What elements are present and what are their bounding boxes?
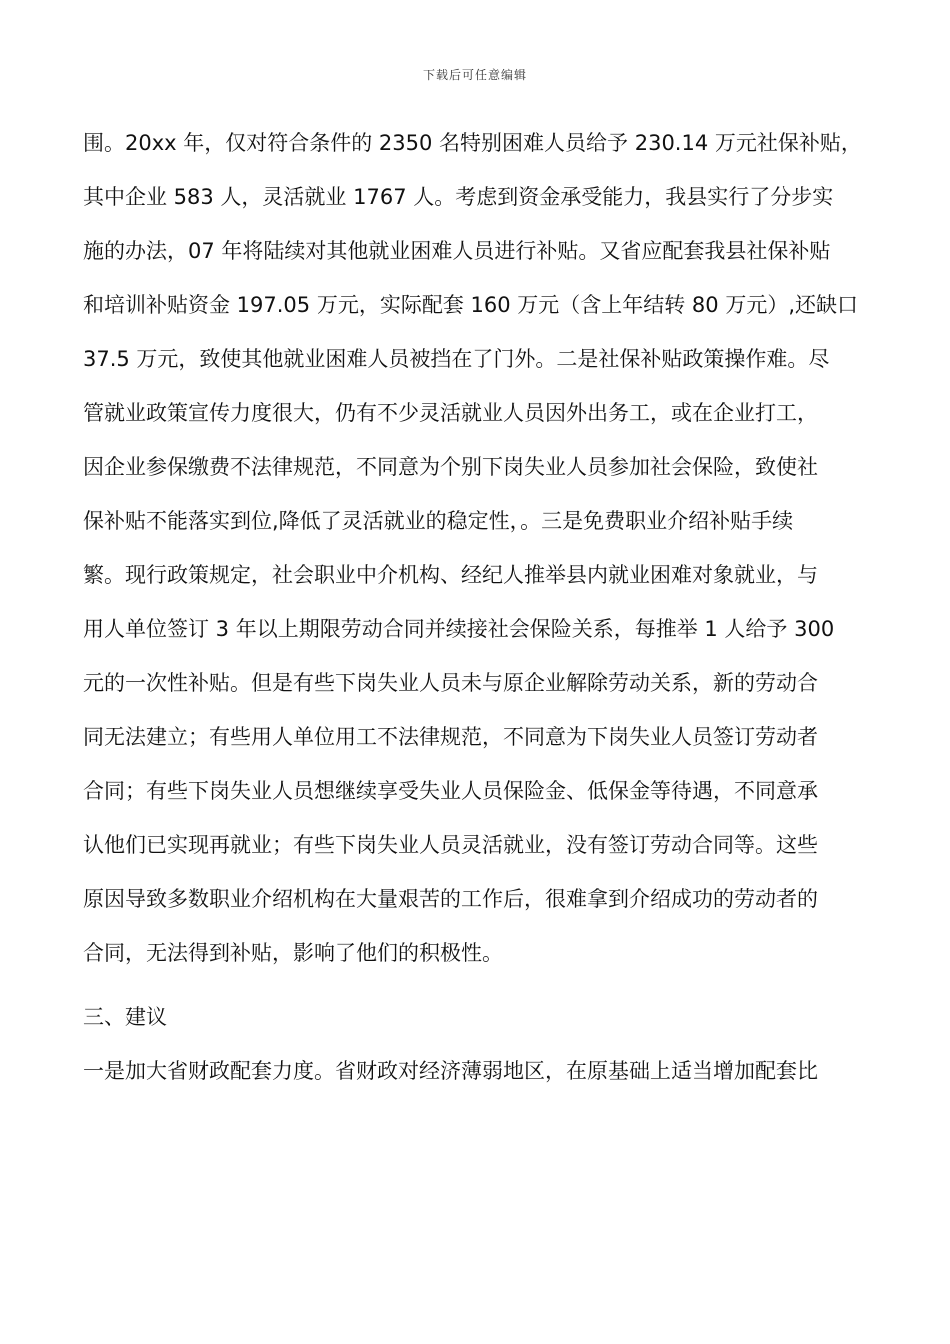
paragraph-line: 用人单位签订 3 年以上期限劳动合同并续接社会保险关系，每推举 1 人给予 300 (83, 617, 835, 641)
paragraph-line: 因企业参保缴费不法律规范，不同意为个别下岗失业人员参加社会保险，致使社 (83, 455, 818, 479)
paragraph-line: 37.5 万元，致使其他就业困难人员被挡在了门外。二是社保补贴政策操作难。尽 (83, 347, 830, 371)
paragraph-line: 和培训补贴资金 197.05 万元，实际配套 160 万元（含上年结转 80 万元）,还缺口 (83, 293, 859, 317)
paragraph-line: 原因导致多数职业介绍机构在大量艰苦的工作后，很难拿到介绍成功的劳动者的 (83, 887, 818, 911)
paragraph-line: 保补贴不能落实到位,降低了灵活就业的稳定性，。三是免费职业介绍补贴手续 (83, 509, 794, 533)
section-heading: 三、建议 (83, 1005, 167, 1029)
paragraph-line: 合同；有些下岗失业人员想继续享受失业人员保险金、低保金等待遇，不同意承 (83, 779, 818, 803)
paragraph-line: 合同，无法得到补贴，影响了他们的积极性。 (83, 941, 503, 965)
paragraph-line: 其中企业 583 人，灵活就业 1767 人。考虑到资金承受能力，我县实行了分步实 (83, 185, 834, 209)
paragraph-line: 认他们已实现再就业；有些下岗失业人员灵活就业，没有签订劳动合同等。这些 (83, 833, 818, 857)
paragraph-line: 管就业政策宣传力度很大，仍有不少灵活就业人员因外出务工，或在企业打工， (83, 401, 818, 425)
paragraph-line: 施的办法，07 年将陆续对其他就业困难人员进行补贴。又省应配套我县社保补贴 (83, 239, 831, 263)
paragraph-line: 一是加大省财政配套力度。省财政对经济薄弱地区，在原基础上适当增加配套比 (83, 1059, 818, 1083)
page-header-note: 下载后可任意编辑 (422, 68, 527, 82)
paragraph-line: 繁。现行政策规定，社会职业中介机构、经纪人推举县内就业困难对象就业，与 (83, 563, 818, 587)
paragraph-line: 同无法建立；有些用人单位用工不法律规范，不同意为下岗失业人员签订劳动者 (83, 725, 818, 749)
paragraph-line: 围。20xx 年，仅对符合条件的 2350 名特别困难人员给予 230.14 万元社保补贴， (83, 131, 862, 155)
document-body (83, 116, 873, 1098)
paragraph-line: 元的一次性补贴。但是有些下岗失业人员未与原企业解除劳动关系，新的劳动合 (83, 671, 818, 695)
